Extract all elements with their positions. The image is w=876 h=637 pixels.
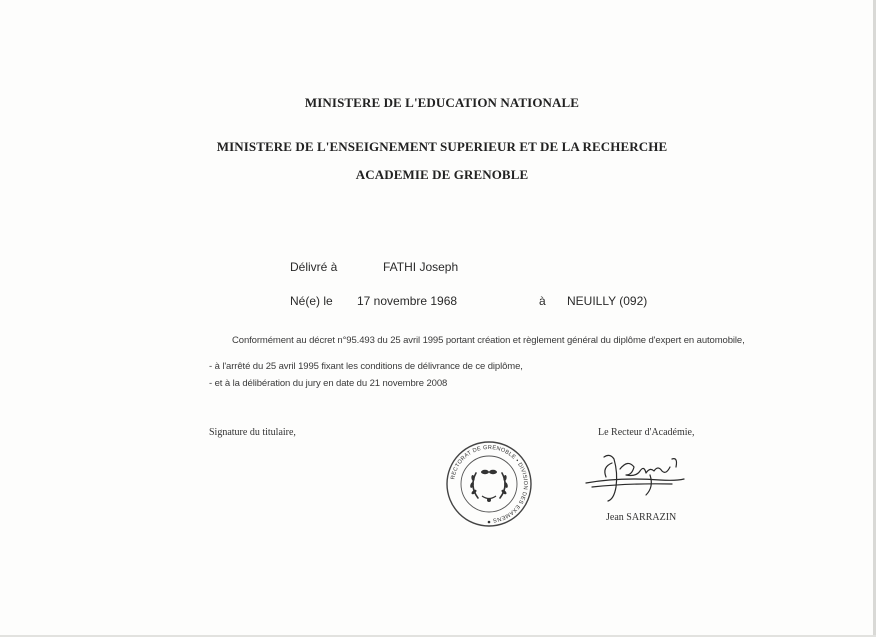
academy-title: ACADEMIE DE GRENOBLE xyxy=(355,167,529,182)
delivered-label: Délivré à xyxy=(290,260,338,274)
ministry-subtitle: MINISTERE DE L'ENSEIGNEMENT SUPERIEUR ET DE LA RECHERCHE xyxy=(216,139,668,154)
svg-text:RECTORAT DE GRENOBLE • DIVISIO: RECTORAT DE GRENOBLE • DIVISION DES EXAMENS xyxy=(450,444,529,523)
official-seal-stamp xyxy=(445,440,533,528)
rector-handwritten-signature xyxy=(580,447,690,505)
birth-place-label: à xyxy=(539,294,546,308)
recipient-name: FATHI Joseph xyxy=(383,260,459,274)
deliberation-text: - et à la délibération du jury en date du 21 novembre 2008 xyxy=(209,378,448,389)
decree-text: Conformément au décret n°95.493 du 25 avril 1995 portant création et règlement général du diplôme d'expert en automobile, xyxy=(232,335,745,346)
holder-signature-label: Signature du titulaire, xyxy=(209,427,296,438)
born-label: Né(e) le xyxy=(290,294,333,308)
birth-place: NEUILLY (092) xyxy=(567,294,648,308)
arrete-text: - à l'arrêté du 25 avril 1995 fixant les conditions de délivrance de ce diplôme, xyxy=(209,361,523,372)
rector-name: Jean SARRAZIN xyxy=(606,512,677,523)
rector-label: Le Recteur d'Académie, xyxy=(598,427,695,438)
birth-date: 17 novembre 1968 xyxy=(357,294,458,308)
ministry-title: MINISTERE DE L'EDUCATION NATIONALE xyxy=(304,95,580,110)
